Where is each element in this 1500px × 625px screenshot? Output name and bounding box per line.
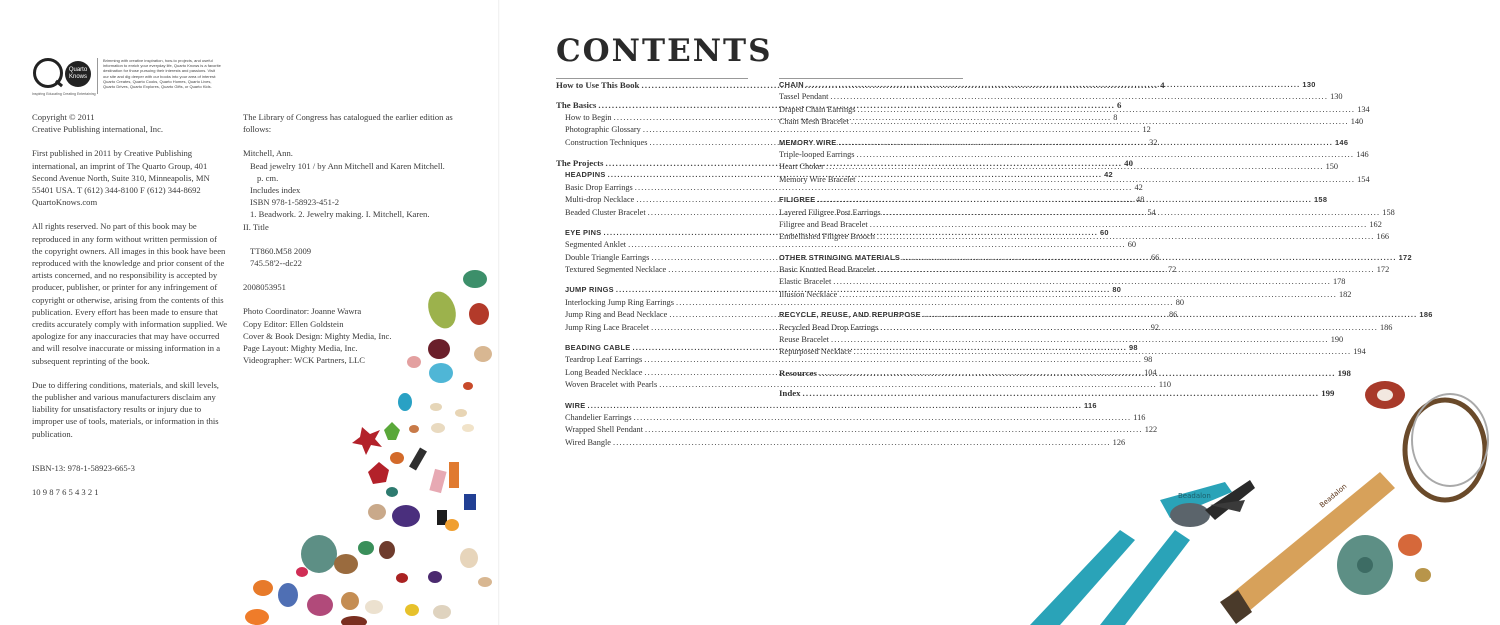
toc-entry-label: Photographic Glossary [565,125,641,135]
toc-entry-page: 154 [1357,174,1370,184]
toc-entry-page: 150 [1325,162,1339,172]
toc-leader-dots [851,116,1349,128]
toc-entry-page: 32 [1149,137,1158,147]
cip-isbn: ISBN 978-1-58923-451-2 [250,197,340,208]
toc-entry-page: 86 [1169,310,1178,320]
toc-entry-page: 130 [1330,92,1343,102]
toc-entry-label: Woven Bracelet with Pearls [565,380,658,390]
credit-line: Page Layout: Mighty Media, Inc. [243,343,358,354]
toc-entry[interactable] [779,264,1390,276]
toc-leader-dots [839,289,1337,301]
toc-entry[interactable] [779,219,1382,231]
toc-leader-dots [645,424,1143,436]
toc-leader-dots [877,231,1375,243]
toc-entry-label: Interlocking Jump Ring Earrings [565,297,674,307]
toc-entry[interactable] [556,239,1137,251]
toc-entry-label: Multi-drop Necklace [565,195,635,205]
toc-entry-label: CHAIN [779,80,804,89]
toc-entry-label: Textured Segmented Necklace [565,265,667,275]
toc-leader-dots [857,149,1355,161]
toc-entry-page: 12 [1142,125,1151,135]
toc-leader-dots [817,194,1312,206]
toc-entry[interactable] [556,182,1143,194]
toc-entry-page: 110 [1158,380,1172,390]
toc-entry-label: EYE PINS [565,227,602,237]
mallet-brand-label: Beadalon [1318,482,1349,510]
toc-leader-dots [880,322,1378,334]
toc-entry-page: 134 [1357,104,1370,114]
toc-entry-page: 104 [1144,367,1157,377]
logo-blurb: Brimming with creative inspiration, how-to projects, and useful information to enrich your everyday life, Quarto Knows is a favorite destination for those pursuing their interests and passions. Visit our site and dig deeper with our books into your area of interest: Quarto Creates, Quarto Cooks, Quarto Homes, Quarto Lives, Quarto Drives, Quarto Explores, Quarto Gifts, or Quarto Kids. [103,58,221,90]
toc-entry[interactable] [556,354,1153,366]
toc-entry-page: 42 [1134,182,1143,192]
toc-entry-page: 48 [1136,195,1145,205]
cip-title-entry: II. Title [243,221,269,232]
toc-entry-label: Heart Choker [779,162,824,172]
toc-entry-label: Basic Knotted Bead Bracelet [779,265,876,275]
toc-leader-dots [833,276,1331,288]
toc-entry-page: 72 [1167,265,1177,275]
toc-entry-label: JUMP RINGS [565,285,614,295]
toc-entry-label: How to Begin [565,112,612,122]
toc-leader-dots [854,346,1352,358]
toc-leader-dots [923,309,1418,321]
credit-line: Photo Coordinator: Joanne Wawra [243,306,362,317]
toc-entry-page: 80 [1175,297,1184,307]
toc-entry-label: Repurposed Necklace [779,347,852,357]
toc-entry-page: 166 [1376,232,1389,242]
toc-entry-label: Basic Drop Earrings [565,182,633,192]
toc-entry-page: 8 [1113,112,1118,122]
toc-leader-dots [858,104,1356,116]
toc-entry-label: BEADING CABLE [565,343,631,353]
toc-entry-label: Tassel Pendant [779,92,829,102]
toc-entry-page: 146 [1356,149,1369,159]
credit-line: Copy Editor: Ellen Goldstein [243,318,344,329]
cip-title: Bead jewelry 101 / by Ann Mitchell and Karen Mitchell. [250,160,445,171]
toc-entry-label: Teardrop Leaf Earrings [565,355,643,365]
toc-leader-dots [803,387,1320,399]
toc-entry-label: Segmented Anklet [565,240,627,250]
toc-entry-page: 98 [1129,343,1138,353]
cip-subjects: 1. Beadwork. 2. Jewelry making. I. Mitchell, Karen. [250,209,430,220]
toc-entry-page: 54 [1147,207,1156,217]
toc-entry-page: 182 [1338,289,1352,299]
toc-entry-page: 122 [1144,425,1158,435]
logo-divider [97,58,98,94]
toc-entry-label: Memory Wire Bracelet [779,174,856,184]
toc-entry-label: FILIGREE [779,195,816,205]
toc-entry-page: 60 [1100,227,1109,237]
toc-entry-page: 172 [1376,265,1390,275]
toc-entry[interactable] [556,124,1151,136]
toc-entry-page: 126 [1112,437,1126,447]
toc-entry-page: 66 [1151,252,1160,262]
toc-entry-page: 190 [1330,335,1344,345]
toc-entry-label: How to Use This Book [556,80,640,90]
toc-entry-page: 116 [1133,412,1146,422]
toc-entry-label: Embellished Filigree Brooch [779,232,875,242]
toc-entry-label: Wrapped Shell Pendant [565,425,644,435]
toc-entry-label: Index [779,388,801,399]
toc-entry-label: MEMORY WIRE [779,137,837,147]
toc-entry-label: Construction Techniques [565,137,648,147]
toc-entry-label: HEADPINS [565,170,606,180]
toc-entry-page: 40 [1124,157,1133,168]
toc-entry-label: Illusion Necklace [779,289,838,299]
toc-entry-label: Draped Chain Earrings [779,104,856,114]
toc-entry-page: 158 [1314,195,1328,205]
toc-entry[interactable] [556,400,1097,412]
toc-entry-page: 146 [1335,137,1349,147]
toc-entry-page: 198 [1337,367,1351,378]
cip-index: Includes index [250,185,301,196]
toc-entry-label: Filigree and Bead Bracelet [779,219,868,229]
cip-lccn: 2008053951 [243,282,286,293]
toc-leader-dots [839,137,1334,149]
toc-entry[interactable] [779,78,1316,91]
liability-disclaimer: Due to differing conditions, materials, and skill levels, the publisher and various manufacturers disclaim any liability for unsatisfactory results or injury due to improper use of tools, materials, or information in this publication. [32,379,219,439]
toc-entry[interactable] [779,91,1343,103]
toc-leader-dots [831,334,1329,346]
toc-entry-page: 178 [1332,277,1346,287]
toc-entry[interactable] [556,424,1158,436]
toc-leader-dots [634,412,1132,424]
toc-entry-page: 98 [1143,355,1153,365]
cip-author: Mitchell, Ann. [243,148,293,159]
toc-entry-label: The Projects [556,157,604,168]
toc-entry[interactable] [556,297,1184,309]
toc-entry-page: 194 [1353,347,1366,357]
toc-entry-label: Reuse Bracelet [779,335,829,345]
toc-entry-page: 130 [1302,80,1316,89]
toc-entry-label: OTHER STRINGING MATERIALS [779,252,901,262]
toc-leader-dots [877,264,1375,276]
cip-intro: The Library of Congress has catalogued the earlier edition as follows: [243,112,453,135]
toc-leader-dots [883,207,1381,219]
toc-entry-page: 158 [1382,207,1395,217]
toc-entry-page: 42 [1104,170,1113,180]
toc-leader-dots [902,252,1397,264]
toc-entry[interactable] [779,387,1335,399]
isbn: ISBN-13: 978-1-58923-665-3 [32,462,135,473]
toc-entry-page: 6 [1117,100,1122,111]
toc-entry[interactable] [779,276,1346,288]
toc-entry-label: Resources [779,367,817,378]
toc-leader-dots [819,367,1336,379]
logo-tagline: Inspiring Educating Creating Entertaining [32,92,96,96]
toc-entry-label: Elastic Bracelet [779,277,832,287]
toc-entry-page: 186 [1419,310,1433,320]
toc-entry-label: Layered Filigree Post Earrings [779,207,881,217]
toc-entry-page: 80 [1112,285,1122,295]
toc-entry-page: 4 [1160,80,1165,90]
copyright-holder: Creative Publishing international, Inc. [32,124,164,135]
toc-entry-page: 172 [1398,252,1412,262]
toc-entry[interactable] [779,104,1370,116]
printing-line: 10 9 8 7 6 5 4 3 2 1 [32,487,99,498]
toc-entry-page: 60 [1127,240,1137,250]
toc-entry[interactable] [556,437,1126,449]
toc-entry-label: RECYCLE, REUSE, AND REPURPOSE [779,310,921,320]
toc-leader-dots [588,400,1083,412]
toc-entry-page: 116 [1084,400,1097,410]
toc-entry-page: 140 [1350,117,1364,127]
toc-entry[interactable] [779,116,1364,128]
toc-leader-dots [613,437,1111,449]
credit-line: Cover & Book Design: Mighty Media, Inc. [243,330,392,341]
contents-title: CONTENTS [556,33,773,69]
toc-entry[interactable] [556,412,1146,424]
toc-entry-label: Double Triangle Earrings [565,252,650,262]
toc-entry-label: Chandelier Earrings [565,412,632,422]
quarto-knows-badge: Quarto Knows [65,61,91,87]
beads-photo [242,262,500,625]
toc-entry[interactable] [779,309,1433,321]
cip-class2: 745.58'2--dc22 [250,258,302,269]
toc-entry-page: 186 [1379,322,1393,332]
toc-entry-label: Recycled Bead Drop Earrings [779,322,879,332]
toc-entry-label: Long Beaded Necklace [565,367,643,377]
toc-leader-dots [806,79,1301,91]
copyright-line: Copyright © 2011 [32,112,95,122]
toc-entry-label: Chain Mesh Bracelet [779,117,850,127]
toc-leader-dots [830,91,1328,103]
toc-entry-page: 199 [1321,388,1335,399]
toc-entry[interactable] [779,149,1369,161]
publisher-info: First published in 2011 by Creative Publishing international, an imprint of The Quarto Group, 401 Second Avenue North, Suite 310, Minneapolis, MN 55401 USA. T (612) 344-8100 F (612) 344-8692 QuartoKnows.com [32,148,210,208]
toc-entry[interactable] [779,334,1344,346]
credit-line: Videographer: WCK Partners, LLC [243,355,365,366]
contents-page [500,0,1433,625]
toc-leader-dots [870,219,1368,231]
copyright-page [0,0,500,625]
toc-entry-label: The Basics [556,100,597,111]
toc-entry-label: Triple-looped Earrings [779,149,855,159]
copyright-column [32,111,228,510]
toc-entry-label: Beaded Cluster Bracelet [565,207,646,217]
toc-entry-label: Jump Ring Lace Bracelet [565,322,650,332]
toc-leader-dots [826,161,1324,173]
cip-pages: p. cm. [257,172,279,183]
toc-entry-page: 162 [1369,219,1382,229]
toc-entry-page: 92 [1150,322,1160,332]
toc-entry-label: Jump Ring and Bead Necklace [565,310,668,320]
toc-entry-label: Wired Bangle [565,437,611,447]
toc-entry[interactable] [556,379,1172,391]
quarto-logo [33,58,95,96]
cip-class1: TT860.M58 2009 [250,245,312,256]
toc-leader-dots [857,174,1355,186]
rights-notice: All rights reserved. No part of this book may be reproduced in any form without written permission of the copyright owners. All images in this book have been reproduced with the knowledge and prior consent of the artists concerned, and no responsibility is accepted by producer, publisher, or printer for any infringement of copyright or otherwise, arising from the contents of this publication. Every effort has been made to ensure that credits accurately comply with information supplied. We apologize for any inaccuracies that may have occurred and will resolve inaccurate or missing information in a subsequent reprinting of the book. [32,221,228,366]
pliers-brand-label: Beadalon [1178,492,1211,500]
toc-entry-label: WIRE [565,400,586,410]
